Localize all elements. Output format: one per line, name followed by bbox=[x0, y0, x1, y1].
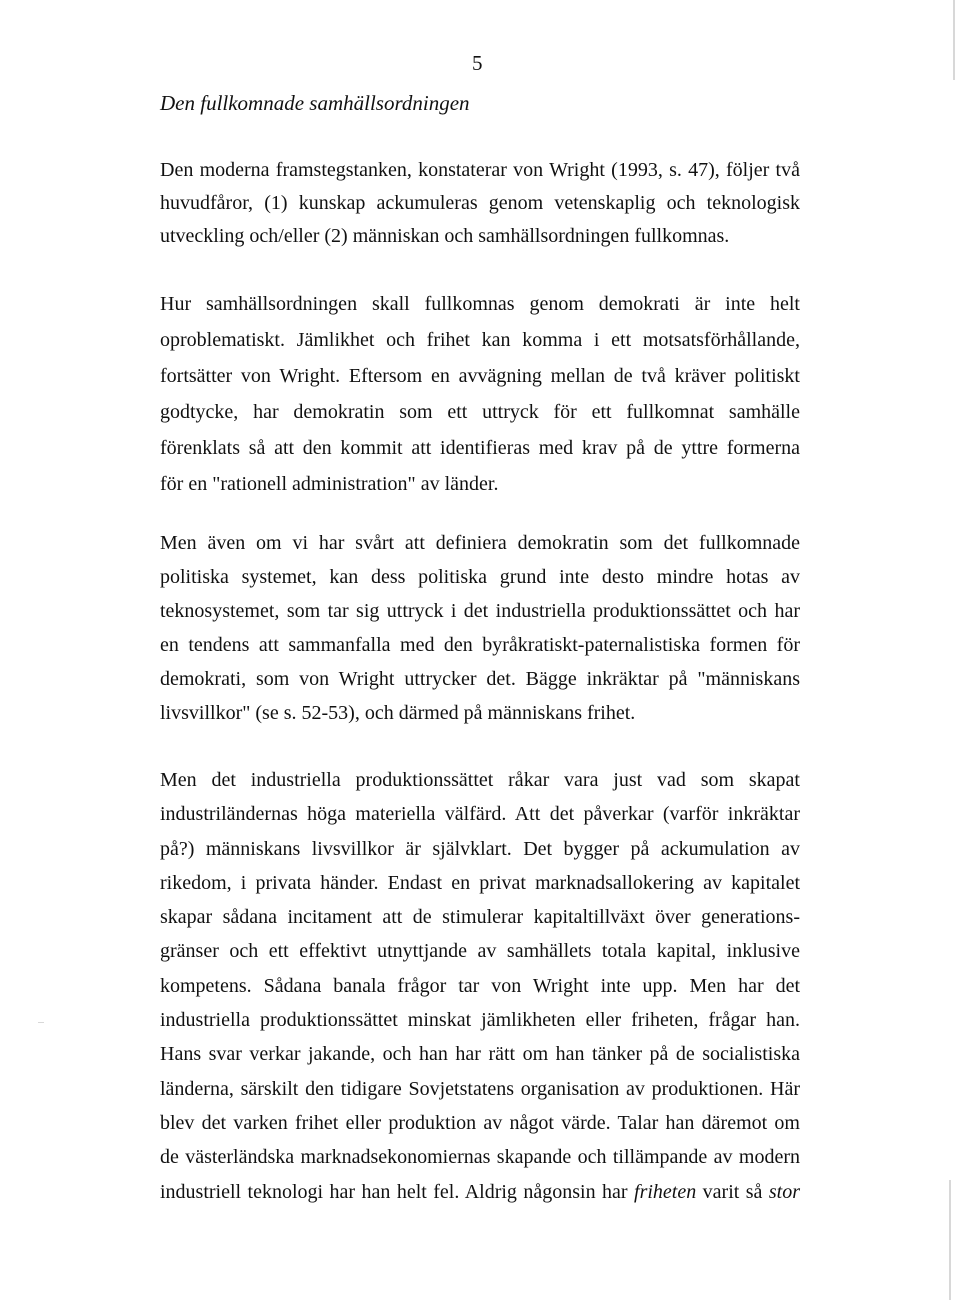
text-line: rikedom, i privata händer. Endast en privat marknadsallokering av kapitalet bbox=[160, 871, 800, 894]
text-line: Hans svar verkar jakande, och han har rätt om han tänker på de socialistiska bbox=[160, 1043, 800, 1066]
running-head: Den fullkomnade samhällsordningen bbox=[160, 91, 470, 115]
text-line: för en "rationell administration" av länder. bbox=[160, 473, 499, 495]
text-line: fortsätter von Wright. Eftersom en avvägning mellan de två kräver politiskt bbox=[160, 365, 800, 387]
text-line: skapar sådana incitament att de stimulerar kapitaltillväxt över generations- bbox=[160, 906, 800, 929]
text-line: livsvillkor" (se s. 52-53), och därmed på människans frihet. bbox=[160, 702, 636, 724]
text-line: de västerländska marknadsekonomiernas skapande och tillämpande av modern bbox=[160, 1146, 800, 1169]
paragraph-3 bbox=[160, 526, 800, 730]
text-line: godtycke, har demokratin som ett uttryck för ett fullkomnat samhälle bbox=[160, 401, 800, 423]
text-line: Men det industriella produktionssättet råkar vara just vad som skapat bbox=[160, 769, 800, 791]
text-line: på?) människans livsvillkor är självklart. Det bygger på ackumulation av bbox=[160, 837, 800, 860]
emphasis-friheten: friheten bbox=[634, 1180, 697, 1203]
scan-edge-mark bbox=[953, 0, 955, 80]
text-line: politiska systemet, kan dess politiska grund inte desto mindre hotas av bbox=[160, 566, 800, 588]
text-line: gränser och ett effektivt utnyttjande av samhällets totala kapital, inklusive bbox=[160, 940, 800, 963]
scan-dot bbox=[38, 1022, 44, 1023]
text-line: kompetens. Sådana banala frågor tar von Wright inte upp. Men har det bbox=[160, 974, 800, 997]
text-line: huvudfåror, (1) kunskap ackumuleras genom vetenskaplig och teknologisk bbox=[160, 192, 800, 214]
scan-edge-mark bbox=[949, 1180, 951, 1300]
text-line: länderna, särskilt den tidigare Sovjetstatens organisation av produktionen. Här bbox=[160, 1077, 800, 1100]
text-line: Den moderna framstegstanken, konstaterar von Wright (1993, s. 47), följer två bbox=[160, 159, 800, 181]
text-line: Men även om vi har svårt att definiera demokratin som det fullkomnade bbox=[160, 532, 800, 554]
page-number: 5 bbox=[472, 51, 483, 75]
text-line: en tendens att sammanfalla med den byråkratiskt-paternalistiska formen för bbox=[160, 634, 800, 656]
paragraph-1 bbox=[160, 154, 800, 253]
text-run: industriell teknologi har han helt fel. Aldrig någonsin har bbox=[160, 1180, 635, 1203]
text-line: utveckling och/eller (2) människan och samhällsordningen fullkomnas. bbox=[160, 225, 730, 247]
text-line: Hur samhällsordningen skall fullkomnas genom demokrati är inte helt bbox=[160, 293, 800, 315]
text-line: teknosystemet, som tar sig uttryck i det industriella produktionssättet och har bbox=[160, 600, 800, 622]
paragraph-2 bbox=[160, 286, 800, 502]
emphasis-stor: stor bbox=[768, 1180, 801, 1203]
text-line: blev det varken frihet eller produktion av något värde. Talar han däremot om bbox=[160, 1111, 800, 1134]
text-line: förenklats så att den kommit att identifieras med krav på de yttre formerna bbox=[160, 437, 800, 459]
text-line: demokrati, som von Wright uttrycker det. Bägge inkräktar på "människans bbox=[160, 668, 800, 690]
text-line: oproblematiskt. Jämlikhet och frihet kan komma i ett motsatsförhållande, bbox=[160, 329, 800, 351]
text-run: varit så bbox=[696, 1180, 769, 1203]
text-line: industriella produktionssättet minskat jämlikheten eller friheten, frågar han. bbox=[160, 1009, 800, 1032]
text-line: industriländernas höga materiella välfärd. Att det påverkar (varför inkräktar bbox=[160, 803, 800, 826]
paragraph-4 bbox=[160, 763, 800, 1209]
text-line-final bbox=[160, 1175, 800, 1209]
